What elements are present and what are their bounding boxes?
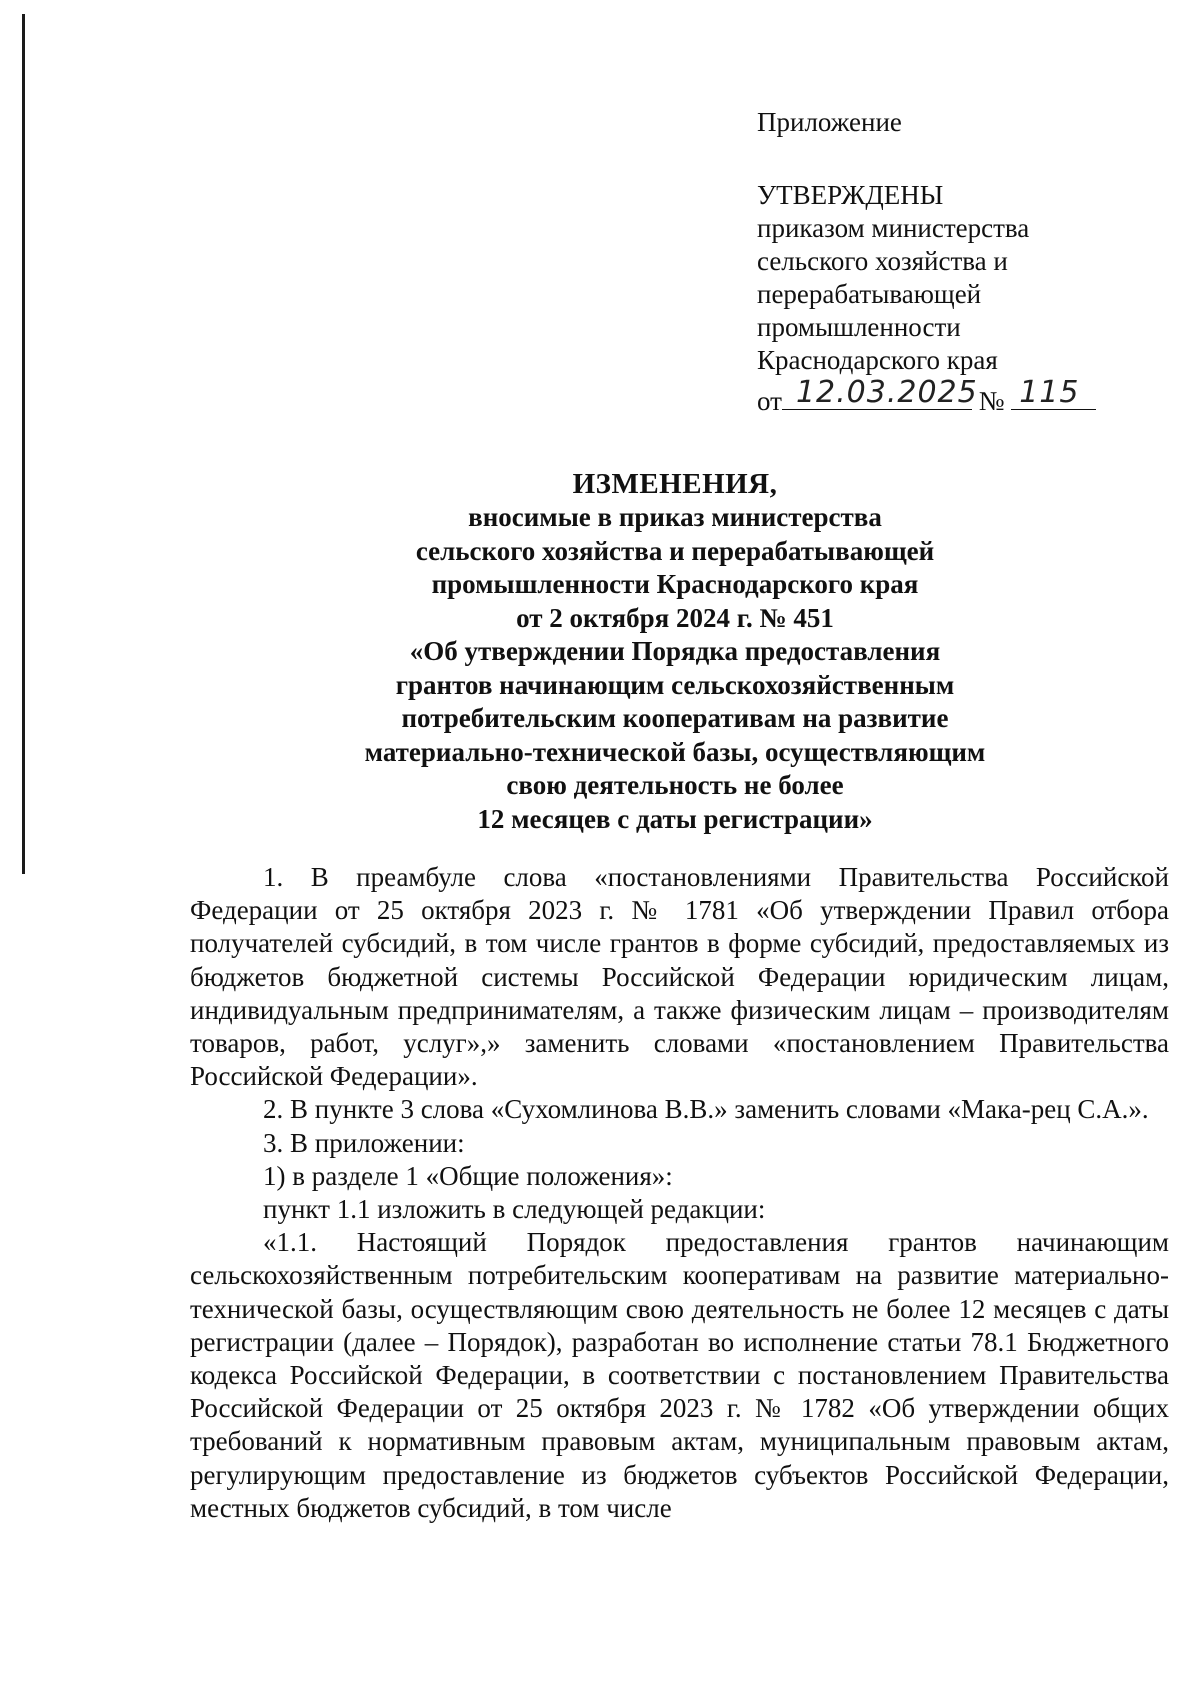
document-body [190,861,1169,1525]
title-line: свою деятельность не более [506,770,844,800]
approval-line: сельского хозяйства и [757,246,1008,276]
date-prefix: от [757,386,782,416]
approval-line: промышленности [757,312,961,342]
approved-label: УТВЕРЖДЕНЫ [757,180,944,210]
approval-date-row [757,375,1177,418]
title-line: промышленности Краснодарского края [431,569,919,599]
approval-block [757,106,1177,418]
paragraph-6: «1.1. Настоящий Порядок предоставления грантов начинающим сельскохозяйственным потребительским кооперативам на развитие материально-технической базы, осуществляющим свою деятельность не более 12 месяцев с даты регистрации (далее – Порядок), разработан во исполнение статьи 78.1 Бюджетного кодекса Российской Федерации, в соответствии с постановлением Правительства Российской Федерации от 25 октября 2023 г. № 1782 «Об утверждении общих требований к нормативным правовым актам, муниципальным правовым актам, регулирующим предоставление из бюджетов субъектов Российской Федерации, местных бюджетов субсидий, в том числе [190,1227,1169,1523]
annex-label: Приложение [757,107,902,137]
approval-line: перерабатывающей [757,279,982,309]
handwritten-date: 12.03.2025 [795,375,978,410]
title-line: «Об утверждении Порядка предоставления [409,636,941,666]
approval-line: Краснодарского края [757,345,998,375]
date-blank [782,375,978,410]
paragraph-1: 1. В преамбуле слова «постановлениями Правительства Российской Федерации от 25 октября 2023 г. № 1781 «Об утверждении Правил отбора получателей субсидий, в том числе грантов в форме субсидий, предоставляемых из бюджетов бюджетной системы Российской Федерации юридическим лицам, индивидуальным предпринимателям, а также физическим лицам – производителям товаров, работ, услуг»,» заменить словами «постановлением Правительства Российской Федерации». [190,862,1169,1092]
title-line: материально-технической базы, осуществляющим [364,736,986,767]
title-line: вносимые в приказ министерства [468,502,882,532]
approval-line: приказом министерства [757,213,1030,243]
paragraph-4: 1) в разделе 1 «Общие положения»: [263,1160,673,1191]
title-line: сельского хозяйства и перерабатывающей [415,535,935,566]
title-line: потребительским кооперативам на развитие [401,703,949,733]
title-line: от 2 октября 2024 г. № 451 [516,602,834,633]
title-line: 12 месяцев с даты регистрации» [477,803,873,834]
title-main: ИЗМЕНЕНИЯ, [572,468,778,500]
number-sign: № [978,386,1005,416]
number-blank [1011,375,1096,410]
handwritten-number: 115 [1019,375,1080,410]
paragraph-3: 3. В приложении: [263,1127,465,1158]
paragraph-5: пункт 1.1 изложить в следующей редакции: [263,1194,766,1225]
title-line: грантов начинающим сельскохозяйственным [395,669,955,700]
paragraph-2: 2. В пункте 3 слова «Сухомлинова В.В.» заменить словами «Мака-рец С.А.». [263,1094,1149,1125]
document-title [250,467,1100,836]
scan-edge-line [22,14,25,874]
